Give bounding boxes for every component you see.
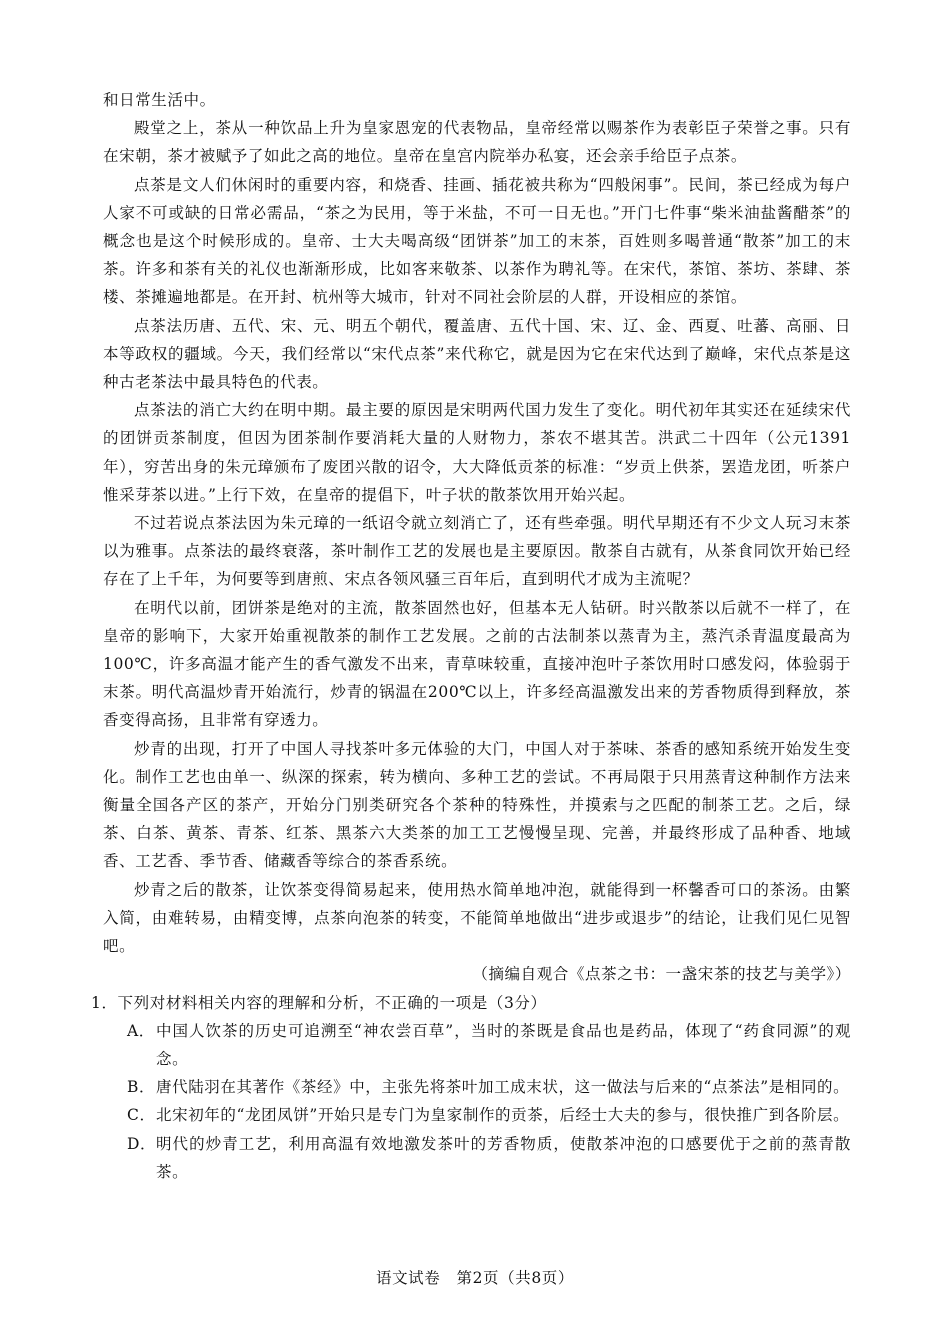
option-text: 北宋初年的“龙团凤饼”开始只是专门为皇家制作的贡茶，后经士大夫的参与，很快推广到各阶层。 xyxy=(156,1106,850,1125)
option-a xyxy=(103,1017,851,1073)
passage-paragraph: 不过若说点茶法因为朱元璋的一纸诏令就立刻消亡了，还有些牵强。明代早期还有不少文人玩习末茶以为雅事。点茶法的最终衰落，茶叶制作工艺的发展也是主要原因。散茶自古就有，从茶食同饮开始已经存在了上千年，为何要等到唐煎、宋点各领风骚三百年后，直到明代才成为主流呢？ xyxy=(103,514,851,589)
passage-paragraph: 点茶法的消亡大约在明中期。最主要的原因是宋明两代国力发生了变化。明代初年其实还在延续宋代的团饼贡茶制度，但因为团茶制作要消耗大量的人财物力，茶农不堪其苦。洪武二十四年（公元1391年），穷苦出身的朱元璋颁布了废团兴散的诏令，大大降低贡茶的标准：“岁贡上供茶，罢造龙团，听茶户惟采芽茶以进。”上行下效，在皇帝的提倡下，叶子状的散茶饮用开始兴起。 xyxy=(103,401,851,504)
question-1 xyxy=(91,989,851,1186)
passage-source: （摘编自观合《点茶之书：一盏宋茶的技艺与美学》） xyxy=(472,965,851,984)
option-b xyxy=(103,1073,851,1101)
option-letter: A． xyxy=(127,1021,155,1040)
option-letter: D． xyxy=(127,1134,157,1153)
passage-paragraph: 殿堂之上，茶从一种饮品上升为皇家恩宠的代表物品，皇帝经常以赐茶作为表彰臣子荣誉之事。只有在宋朝，茶才被赋予了如此之高的地位。皇帝在皇宫内院举办私宴，还会亲手给臣子点茶。 xyxy=(103,119,851,166)
exam-page xyxy=(91,86,851,1186)
passage-paragraph: 和日常生活中。 xyxy=(103,91,216,109)
option-text: 明代的炒青工艺，利用高温有效地激发茶叶的芳香物质，使散茶冲泡的口感要优于之前的蒸青散茶。 xyxy=(156,1134,851,1181)
passage-paragraph: 在明代以前，团饼茶是绝对的主流，散茶固然也好，但基本无人钻研。时兴散茶以后就不一样了，在皇帝的影响下，大家开始重视散茶的制作工艺发展。之前的古法制茶以蒸青为主，蒸汽杀青温度最高为100℃，许多高温才能产生的香气激发不出来，青草味较重，直接冲泡叶子茶饮用时口感发闷，体验弱于末茶。明代高温炒青开始流行，炒青的锅温在200℃以上，许多经高温激发出来的芳香物质得到释放，茶香变得高扬，且非常有穿透力。 xyxy=(103,598,851,730)
option-text: 中国人饮茶的历史可追溯至“神农尝百草”，当时的茶既是食品也是药品，体现了“药食同源”的观念。 xyxy=(156,1021,851,1068)
passage-paragraph: 点茶是文人们休闲时的重要内容，和烧香、挂画、插花被共称为“四般闲事”。民间，茶已经成为每户人家不可或缺的日常必需品，“茶之为民用，等于米盐，不可一日无也。”开门七件事“柴米油盐酱醋茶”的概念也是这个时候形成的。皇帝、士大夫喝高级“团饼茶”加工的末茶，百姓则多喝普通“散茶”加工的末茶。许多和茶有关的礼仪也渐渐形成，比如客来敬茶、以茶作为聘礼等。在宋代，茶馆、茶坊、茶肆、茶楼、茶摊遍地都是。在开封、杭州等大城市，针对不同社会阶层的人群，开设相应的茶馆。 xyxy=(103,175,851,307)
page-footer: 语文试卷 第2页（共8页） xyxy=(375,1269,575,1287)
passage-paragraph: 炒青的出现，打开了中国人寻找茶叶多元体验的大门，中国人对于茶味、茶香的感知系统开始发生变化。制作工艺也由单一、纵深的探索，转为横向、多种工艺的尝试。不再局限于只用蒸青这种制作方法来衡量全国各产区的茶产，开始分门别类研究各个茶种的特殊性，并摸索与之匹配的制茶工艺。之后，绿茶、白茶、黄茶、青茶、红茶、黑茶六大类茶的加工工艺慢慢呈现、完善，并最终形成了品种香、地域香、工艺香、季节香、储藏香等综合的茶香系统。 xyxy=(103,739,851,871)
passage-paragraph: 炒青之后的散茶，让饮茶变得简易起来，使用热水简单地冲泡，就能得到一杯馨香可口的茶汤。由繁入简，由难转易，由精变博，点茶向泡茶的转变，不能简单地做出“进步或退步”的结论，让我们见仁见智吧。 xyxy=(103,880,851,956)
option-letter: C． xyxy=(127,1106,156,1125)
option-letter: B． xyxy=(127,1078,156,1097)
passage-paragraph: 点茶法历唐、五代、宋、元、明五个朝代，覆盖唐、五代十国、宋、辽、金、西夏、吐蕃、高丽、日本等政权的疆域。今天，我们经常以“宋代点茶”来代称它，就是因为它在宋代达到了巅峰，宋代点茶是这种古老茶法中最具特色的代表。 xyxy=(103,316,851,392)
option-c xyxy=(103,1101,851,1129)
option-d xyxy=(103,1130,851,1186)
option-text: 唐代陆羽在其著作《茶经》中，主张先将茶叶加工成末状，这一做法与后来的“点茶法”是相同的。 xyxy=(156,1078,850,1097)
passage xyxy=(103,86,851,989)
question-stem: 1．下列对材料相关内容的理解和分析，不正确的一项是（3分） xyxy=(91,993,547,1012)
